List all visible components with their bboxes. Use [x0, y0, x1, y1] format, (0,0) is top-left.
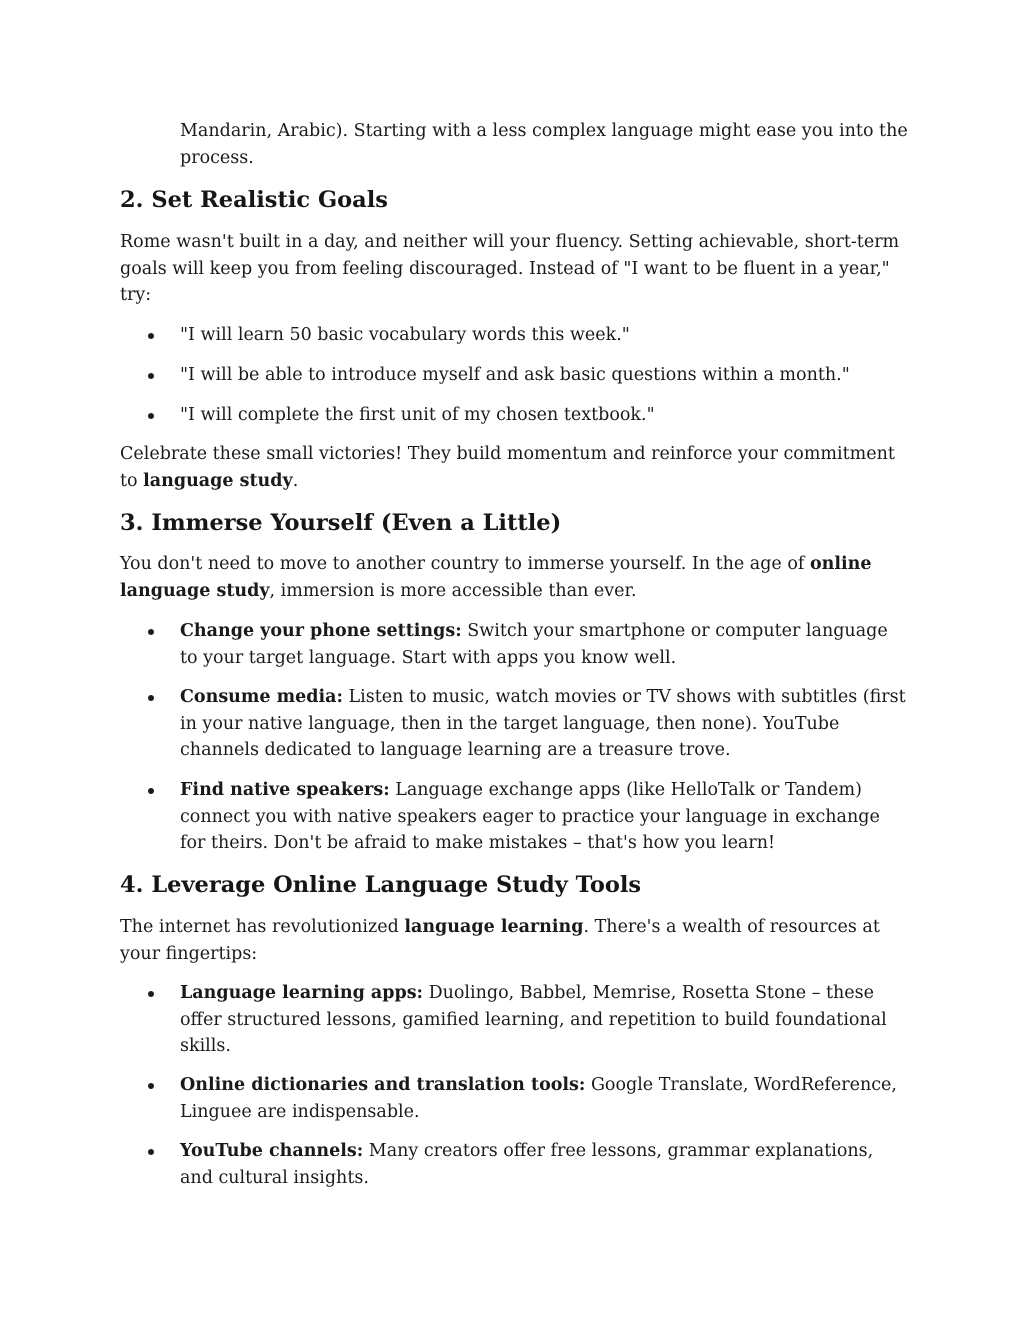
section-heading-set-realistic-goals: 2. Set Realistic Goals — [120, 187, 388, 213]
goal-list-item: "I will be able to introduce myself and ask basic questions within a month." — [180, 365, 850, 385]
intro-continuation: Mandarin, Arabic). Starting with a less complex language might ease you into the process. — [180, 121, 908, 168]
bullet-dot — [148, 362, 156, 389]
section2-closing-bold: language study — [143, 470, 293, 491]
section-heading-online-tools: 4. Leverage Online Language Study Tools — [120, 872, 642, 898]
list-item-text: Language exchange apps (like HelloTalk or Tandem) connect you with native speakers eager to practice your language in exchange for theirs. Don't be afraid to make mistakes – that's how you learn! — [180, 780, 880, 853]
section3-intro — [120, 551, 910, 604]
bullet-dot — [148, 777, 156, 804]
section2-closing-text: Celebrate these small victories! They build momentum and reinforce your commitment to — [120, 444, 895, 491]
section2-closing — [120, 441, 910, 494]
goal-list-item: "I will learn 50 basic vocabulary words this week." — [180, 325, 630, 345]
section4-intro — [120, 914, 910, 967]
list-item-bold-label: Online dictionaries and translation tools: — [180, 1075, 586, 1095]
list-item-text: Switch your smartphone or computer language to your target language. Start with apps you know well. — [180, 621, 888, 668]
list-item-bold-label: Change your phone settings: — [180, 621, 462, 641]
immersion-list-item — [180, 777, 910, 857]
list-item-bold-label: YouTube channels: — [180, 1141, 364, 1161]
list-item-text: Google Translate, WordReference, Linguee are indispensable. — [180, 1075, 897, 1122]
bullet-dot — [148, 618, 156, 645]
tools-list-item — [180, 1072, 910, 1125]
goal-list-item: "I will complete the first unit of my chosen textbook." — [180, 405, 655, 425]
tools-list-item — [180, 980, 910, 1060]
section3-intro-text: You don't need to move to another country to immerse yourself. In the age of — [120, 554, 810, 574]
bullet-dot — [148, 402, 156, 429]
section2-closing-end: . — [292, 470, 299, 491]
section4-intro-text: The internet has revolutionized — [120, 917, 405, 937]
list-item-bold-label: Consume media: — [180, 687, 343, 707]
bullet-dot — [148, 1072, 156, 1099]
list-item-text: Listen to music, watch movies or TV shows with subtitles (first in your native language, then in the target language, then none). YouTube channels dedicated to language learning are a treasure trove. — [180, 687, 906, 760]
bullet-dot — [148, 684, 156, 711]
section-heading-immerse-yourself: 3. Immerse Yourself (Even a Little) — [120, 510, 562, 536]
section3-intro-bold: online language study — [120, 554, 872, 601]
immersion-list-item — [180, 684, 910, 764]
list-item-bold-label: Language learning apps: — [180, 983, 424, 1003]
immersion-list-item — [180, 618, 910, 671]
bullet-dot — [148, 980, 156, 1007]
list-item-text: Duolingo, Babbel, Memrise, Rosetta Stone – these offer structured lessons, gamified learning, and repetition to build foundational skills. — [180, 983, 887, 1056]
section3-intro-end: , immersion is more accessible than ever. — [269, 580, 637, 601]
list-item-bold-label: Find native speakers: — [180, 780, 390, 800]
section4-intro-bold: language learning — [404, 917, 584, 937]
section2-intro: Rome wasn't built in a day, and neither will your fluency. Setting achievable, short-term goals will keep you from feeling discouraged. Instead of "I want to be fluent in a year," try: — [120, 232, 900, 305]
tools-list-item — [180, 1138, 910, 1191]
bullet-dot — [148, 322, 156, 349]
bullet-dot — [148, 1138, 156, 1165]
list-item-text: Many creators offer free lessons, grammar explanations, and cultural insights. — [180, 1141, 874, 1188]
section4-intro-end: . There's a wealth of resources at your fingertips: — [120, 917, 880, 964]
